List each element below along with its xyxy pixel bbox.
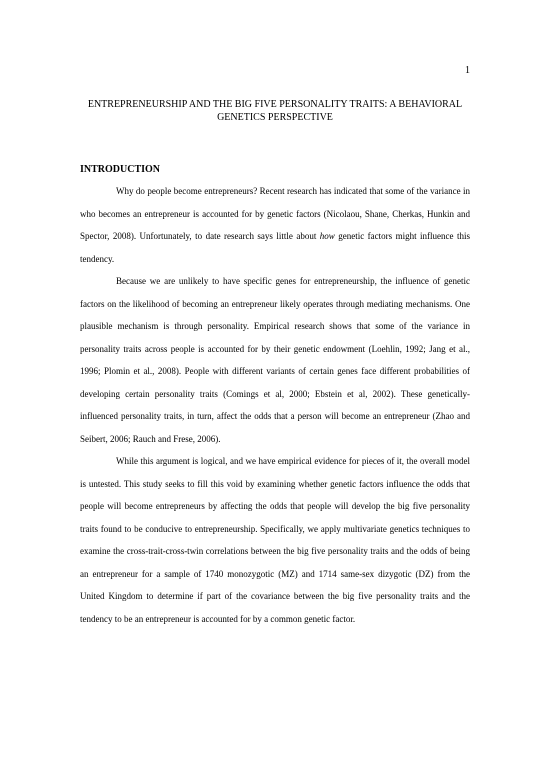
paragraph-2: Because we are unlikely to have specific genes for entrepreneurship, the influence of genetic factors on the likelihood of becoming an entrepreneur likely operates through mediating mechanisms. One plausible mechanism is through personality. Empirical research shows that some of the variance in personality traits across people is accounted for by their genetic endowment (Loehlin, 1992; Jang et al., 1996; Plomin et al., 2008). People with different variants of certain genes face different probabilities of developing certain personality traits (Comings et al, 2000; Ebstein et al, 2002). These genetically-influenced personality traits, in turn, affect the odds that a person will become an entrepreneur (Zhao and Seibert, 2006; Rauch and Frese, 2006).: [80, 276, 470, 444]
emphasis-how: how: [319, 231, 335, 241]
paragraph-1: [80, 180, 470, 270]
section-heading-introduction: INTRODUCTION: [80, 164, 161, 175]
paragraph-3: While this argument is logical, and we have empirical evidence for pieces of it, the overall model is untested. This study seeks to fill this void by examining whether genetic factors influence the odds that people will become entrepreneurs by affecting the odds that people will develop the big five personality traits found to be conducive to entrepreneurship. Specifically, we apply multivariate genetics techniques to examine the cross-trait-cross-twin correlations between the big five personality traits and the odds of being an entrepreneur for a sample of 1740 monozygotic (MZ) and 1714 same-sex dizygotic (DZ) from the United Kingdom to determine if part of the covariance between the big five personality traits and the tendency to be an entrepreneur is accounted for by a common genetic factor.: [80, 456, 470, 624]
paragraph-1-text-b: genetic factors might influence this tendency.: [80, 231, 470, 264]
paragraph-1-text-a: Why do people become entrepreneurs? Recent research has indicated that some of the variance in who becomes an entrepreneur is accounted for by genetic factors (Nicolaou, Shane, Cherkas, Hunkin and Spector, 2008). Unfortunately, to date research says little about: [80, 186, 470, 241]
paper-title: ENTREPRENEURSHIP AND THE BIG FIVE PERSONALITY TRAITS: A BEHAVIORAL GENETICS PERSPECTIVE: [87, 99, 463, 123]
body-text: [80, 180, 470, 630]
page-number: 1: [465, 65, 470, 76]
